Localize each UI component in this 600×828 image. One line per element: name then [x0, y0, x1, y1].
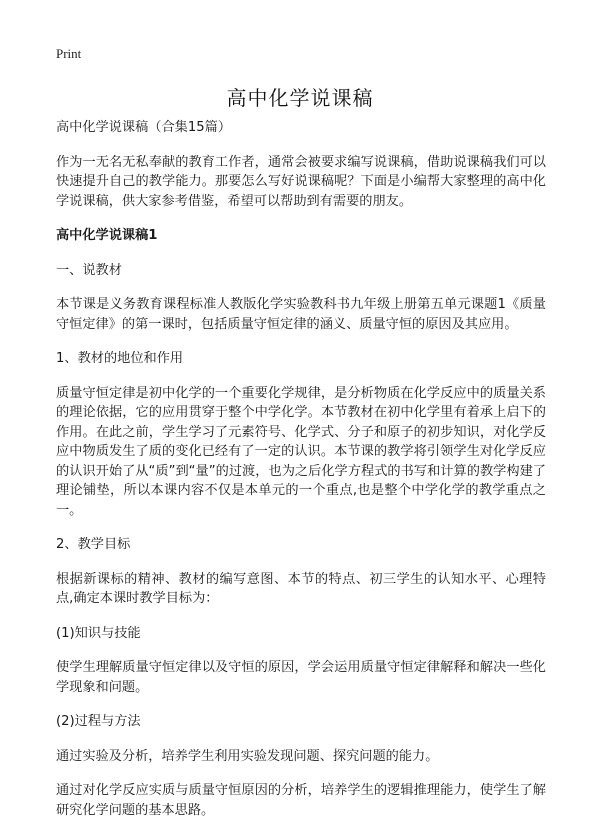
goal1-paragraph: 使学生理解质量守恒定律以及守恒的原因，学会运用质量守恒定律解释和解决一些化学现象和问题。 — [56, 660, 546, 695]
document-body — [56, 118, 546, 820]
document-title: 高中化学说课稿 — [226, 86, 374, 110]
part1-paragraph: 本节课是义务教育课程标准人教版化学实验教科书九年级上册第五单元课题1《质量守恒定律》的第一课时，包括质量守恒定律的涵义、质量守恒的原因及其应用。 — [56, 297, 546, 332]
part1-heading: 一、说教材 — [56, 262, 122, 278]
goal2-paragraph-1: 通过实验及分析，培养学生利用实验发现问题、探究问题的能力。 — [56, 748, 439, 764]
section-heading: 高中化学说课稿1 — [56, 228, 158, 243]
goal2-paragraph-2: 通过对化学反应实质与质量守恒原因的分析，培养学生的逻辑推理能力，使学生了解研究化学问题的基本思路。 — [56, 783, 546, 818]
print-label: Print — [56, 46, 82, 61]
sub1-paragraph: 质量守恒定律是初中化学的一个重要化学规律，是分析物质在化学反应中的质量关系的理论依据，它的应用贯穿于整个中学化学。本节教材在初中化学里有着承上启下的作用。在此之前，学生学习了元素符号、化学式、分子和原子的初步知识，对化学反应中物质发生了质的变化已经有了一定的认识。本节课的教学将引领学生对化学反应的认识开始了从“质”到“量”的过渡，也为之后化学方程式的书写和计算的教学构建了理论铺垫，所以本课内容不仅是本单元的一个重点,也是整个中学化学的教学重点之一。 — [56, 385, 546, 518]
sub2-paragraph: 根据新课标的精神、教材的编写意图、本节的特点、初三学生的认知水平、心理特点,确定本课时教学目标为： — [56, 571, 546, 606]
sub1-heading: 1、教材的地位和作用 — [56, 351, 184, 366]
goal1-heading: (1)知识与技能 — [56, 625, 141, 641]
goal2-heading: (2)过程与方法 — [56, 714, 141, 729]
document-subtitle: 高中化学说课稿（合集15篇） — [56, 120, 232, 135]
sub2-heading: 2、教学目标 — [56, 537, 131, 552]
intro-paragraph: 作为一无名无私奉献的教育工作者，通常会被要求编写说课稿，借助说课稿我们可以快速提升自己的教学能力。那要怎么写好说课稿呢？下面是小编帮大家整理的高中化学说课稿，供大家参考借鉴，希望可以帮助到有需要的朋友。 — [56, 154, 546, 209]
